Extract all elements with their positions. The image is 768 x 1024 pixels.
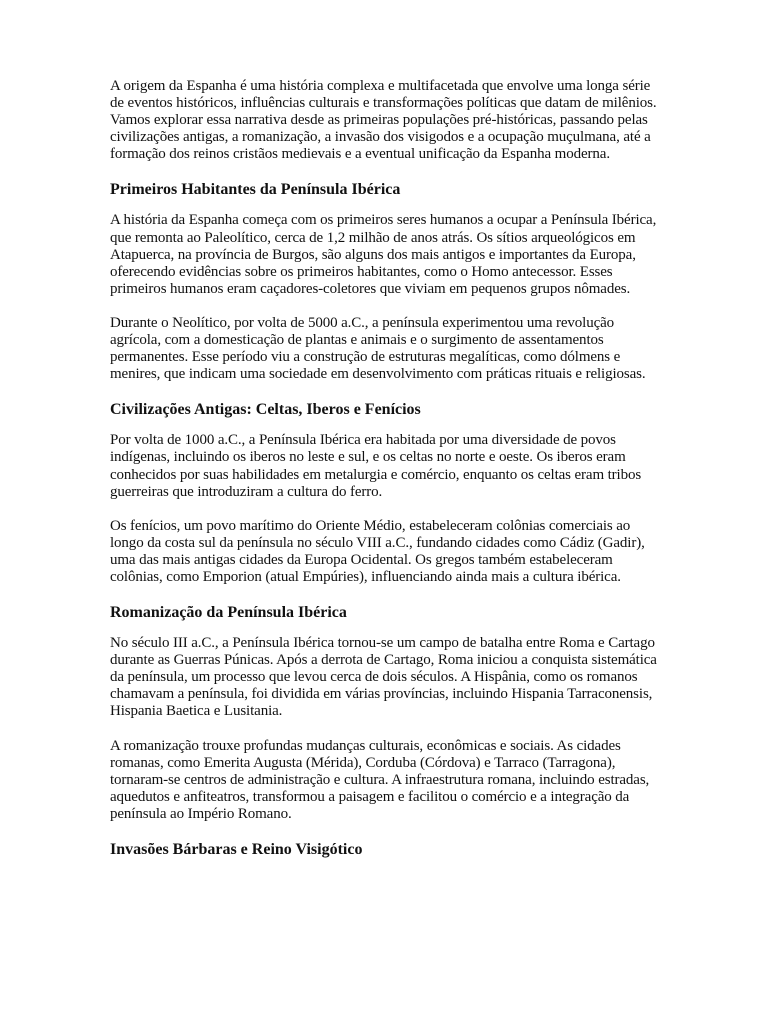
- section-heading-romanizacao: Romanização da Península Ibérica: [110, 604, 347, 622]
- paragraph: Por volta de 1000 a.C., a Península Ibérica era habitada por uma diversidade de povos indígenas, incluindo os iberos no leste e sul, e os celtas no norte e oeste. Os iberos eram conhecidos por suas habilidades em metalurgia e comércio, enquanto os celtas eram tribos guerreiras que introduziram a cultura do ferro.: [110, 432, 642, 500]
- intro-paragraph: A origem da Espanha é uma história complexa e multifacetada que envolve uma longa série de eventos históricos, influências culturais e transformações políticas que datam de milênios. Vamos explorar essa narrativa desde as primeiras populações pré-históricas, passando pelas civilizações antigas, a romanização, a invasão dos visigodos e a ocupação muçulmana, até a formação dos reinos cristãos medievais e a eventual unificação da Espanha moderna.: [110, 78, 657, 163]
- paragraph: A história da Espanha começa com os primeiros seres humanos a ocupar a Península Ibérica, que remonta ao Paleolítico, cerca de 1,2 milhão de anos atrás. Os sítios arqueológicos em Atapuerca, na província de Burgos, são alguns dos mais antigos e importantes da Europa, oferecendo evidências sobre os primeiros habitantes, como o Homo antecessor. Esses primeiros humanos eram caçadores-coletores que viviam em pequenos grupos nômades.: [110, 212, 657, 297]
- section-heading-primeiros-habitantes: Primeiros Habitantes da Península Ibérica: [110, 181, 401, 199]
- paragraph: No século III a.C., a Península Ibérica tornou-se um campo de batalha entre Roma e Cartago durante as Guerras Púnicas. Após a derrota de Cartago, Roma iniciou a conquista sistemática da península, um processo que levou cerca de dois séculos. A Hispânia, como os romanos chamavam a península, foi dividida em várias províncias, incluindo Hispania Tarraconensis, Hispania Baetica e Lusitania.: [110, 635, 657, 720]
- document-page: [110, 78, 662, 860]
- paragraph: A romanização trouxe profundas mudanças culturais, econômicas e sociais. As cidades romanas, como Emerita Augusta (Mérida), Corduba (Córdova) e Tarraco (Tarragona), tornaram-se centros de administração e cultura. A infraestrutura romana, incluindo estradas, aquedutos e anfiteatros, transformou a paisagem e facilitou o comércio e a integração da península ao Império Romano.: [110, 737, 650, 822]
- paragraph: Os fenícios, um povo marítimo do Oriente Médio, estabeleceram colônias comerciais ao longo da costa sul da península no século VIII a.C., fundando cidades como Cádiz (Gadir), uma das mais antigas cidades da Europa Ocidental. Os gregos também estabeleceram colônias, como Emporion (atual Empúries), influenciando ainda mais a cultura ibérica.: [110, 517, 645, 585]
- paragraph: Durante o Neolítico, por volta de 5000 a.C., a península experimentou uma revolução agrícola, com a domesticação de plantas e animais e o surgimento de assentamentos permanentes. Esse período viu a construção de estruturas megalíticas, como dólmens e menires, que indicam uma sociedade em desenvolvimento com práticas rituais e religiosas.: [110, 314, 646, 383]
- section-heading-civilizacoes-antigas: Civilizações Antigas: Celtas, Iberos e Fenícios: [110, 401, 421, 419]
- section-heading-invasoes-barbaras: Invasões Bárbaras e Reino Visigótico: [110, 841, 363, 858]
